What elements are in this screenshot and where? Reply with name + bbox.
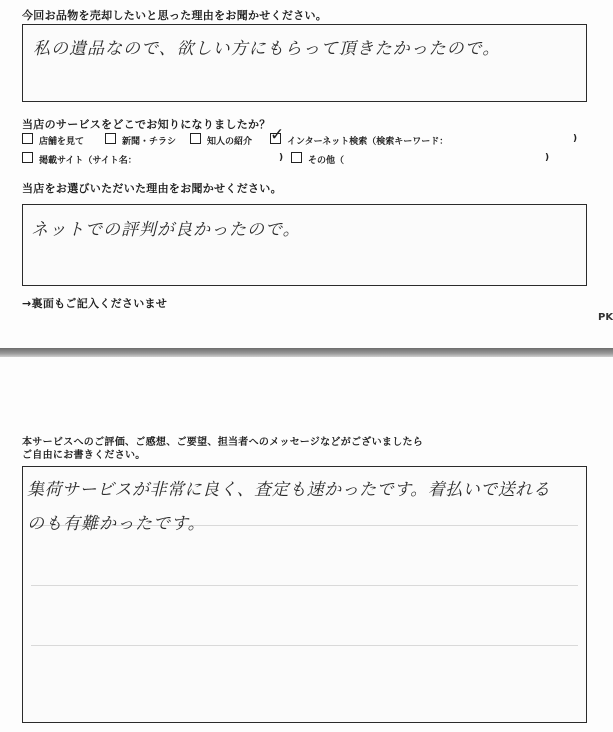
q3-question: 当店をお選びいただいた理由をお聞かせください。 (22, 182, 282, 195)
option-other-label: その他（ (308, 156, 345, 166)
corner-mark: PK (598, 312, 613, 323)
form-page-front (0, 0, 613, 348)
checkbox-store[interactable] (22, 133, 33, 144)
q1-question: 今回お品物を売却したいと思った理由をお聞かせください。 (22, 9, 328, 22)
checkmark-icon: ✓ (270, 125, 285, 145)
checkbox-newspaper[interactable] (105, 133, 116, 144)
q3-answer-box[interactable] (22, 204, 587, 286)
page-separator (0, 348, 613, 357)
option-internet-label: インターネット検索（検索キーワード： (287, 137, 449, 147)
close-paren: ) (279, 153, 284, 163)
q4-answer-box[interactable] (22, 466, 587, 723)
next-page-note: →裏面もご記入くださいませ (22, 297, 168, 310)
checkbox-other[interactable] (291, 152, 302, 163)
q3-answer-text: ネットでの評判が良かったので。 (31, 220, 301, 240)
q1-answer-text: 私の遺品なので、欲しい方にもらって頂きたかったので。 (33, 39, 501, 59)
q4-answer-line2: のも有難かったです。 (27, 514, 206, 534)
q4-question-line2: ご自由にお書きください。 (22, 450, 146, 461)
q2-question: 当店のサービスをどこでお知りになりましたか？ (22, 118, 271, 131)
checkbox-friend[interactable] (190, 133, 201, 144)
q4-question-line1: 本サービスへのご評価、ご感想、ご要望、担当者へのメッセージなどがございましたら (22, 437, 424, 448)
option-newspaper-label: 新聞・チラシ (122, 137, 177, 147)
option-store-label: 店舗を見て (39, 137, 85, 147)
option-friend-label: 知人の紹介 (207, 137, 253, 147)
close-paren: ) (573, 134, 578, 144)
form-page-back (0, 357, 613, 732)
q4-answer-line1: 集荷サービスが非常に良く、査定も速かったです。着払いで送れる (27, 480, 551, 500)
q1-answer-box[interactable] (22, 24, 587, 102)
option-listing-label: 掲載サイト（サイト名： (39, 156, 137, 166)
ruled-line (31, 585, 578, 586)
ruled-line (31, 645, 578, 646)
close-paren: ) (545, 153, 550, 163)
checkbox-listing[interactable] (22, 152, 33, 163)
